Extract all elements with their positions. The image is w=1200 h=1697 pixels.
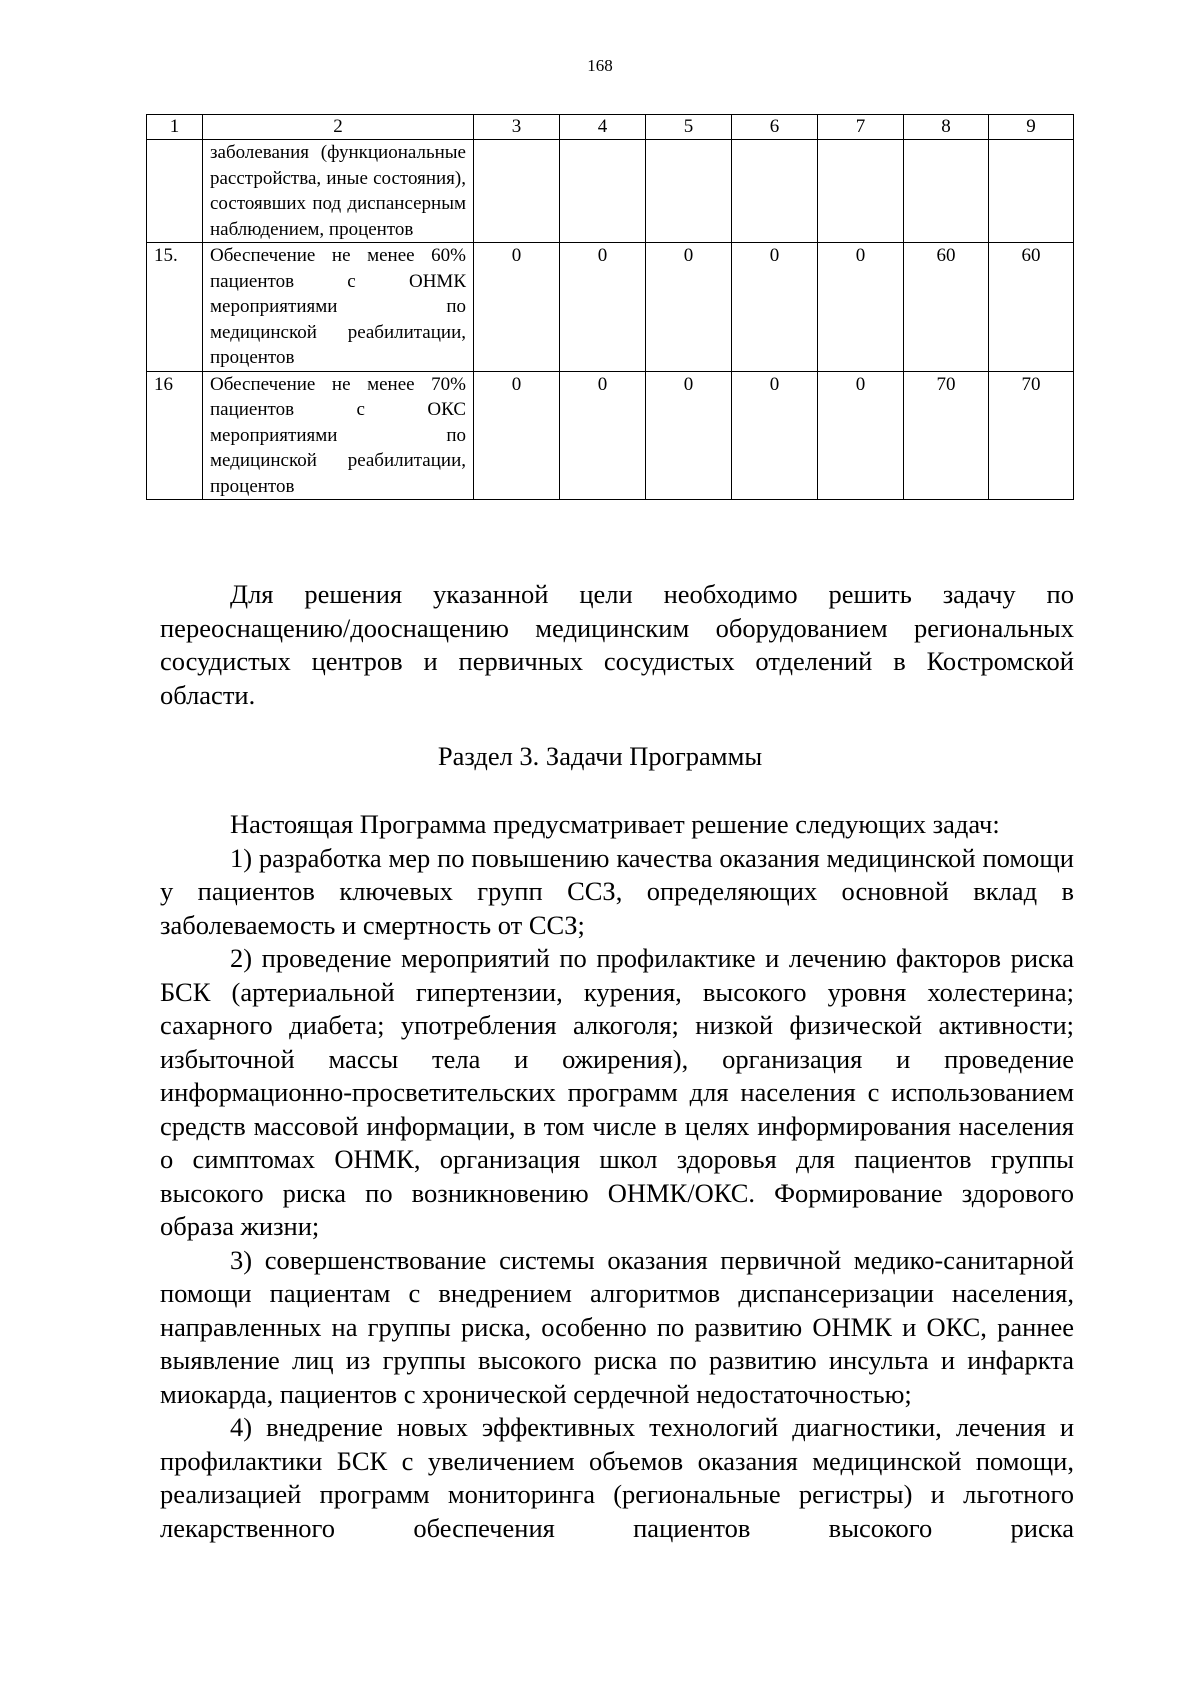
column-header: 3: [474, 115, 560, 140]
row-value: 0: [474, 243, 560, 372]
row-value: [560, 140, 646, 243]
column-header: 7: [818, 115, 904, 140]
row-value: 0: [560, 243, 646, 372]
row-value: 0: [818, 243, 904, 372]
task-item: 2) проведение мероприятий по профилактике и лечению факторов риска БСК (артериальной гипертензии, курения, высокого уровня холестерина; сахарного диабета; употребления алкоголя; низкой физической активности; избыточной массы тела и ожирения), организация и проведение информационно-просветительских программ для населения с использованием средств массовой информации, в том числе в целях информирования населения о симптомах ОНМК, организация школ здоровья для пациентов группы высокого риска по возникновению ОНМК/ОКС. Формирование здорового образа жизни;: [160, 943, 1074, 1241]
task-item: 4) внедрение новых эффективных технологий диагностики, лечения и профилактики БСК с увеличением объемов оказания медицинской помощи, реализацией программ мониторинга (региональные регистры) и льготного лекарственного обеспечения пациентов высокого риска: [160, 1412, 1074, 1543]
section-title: Раздел 3. Задачи Программы: [437, 741, 763, 771]
column-header: 2: [203, 115, 474, 140]
task-item: 3) совершенствование системы оказания первичной медико-санитарной помощи пациентам с внедрением алгоритмов диспансеризации населения, направленных на группы риска, особенно по развитию ОНМК и ОКС, раннее выявление лиц из группы высокого риска по развитию инсульта и инфаркта миокарда, пациентов с хронической сердечной недостаточностью;: [160, 1244, 1074, 1409]
row-value: 60: [904, 243, 989, 372]
row-number: 15.: [147, 243, 203, 372]
row-value: [989, 140, 1074, 243]
intro-paragraph: Для решения указанной цели необходимо решить задачу по переоснащению/дооснащению медицинским оборудованием региональных сосудистых центров и первичных сосудистых отделений в Костромской области.: [160, 579, 1074, 710]
column-header: 5: [646, 115, 732, 140]
column-header: 6: [732, 115, 818, 140]
column-header: 9: [989, 115, 1074, 140]
indicators-table: [146, 114, 1074, 500]
row-value: 0: [646, 243, 732, 372]
row-description: заболевания (функциональные расстройства, иные состояния), состоявших под диспансерным наблюдением, процентов: [203, 140, 474, 243]
row-description: Обеспечение не менее 70% пациентов с ОКС мероприятиями по медицинской реабилитации, процентов: [203, 371, 474, 500]
row-value: [474, 140, 560, 243]
row-value: [818, 140, 904, 243]
column-header: 4: [560, 115, 646, 140]
row-value: 0: [732, 371, 818, 500]
row-number: [147, 140, 203, 243]
table-row: [147, 243, 1074, 372]
row-value: 0: [646, 371, 732, 500]
row-value: 0: [560, 371, 646, 500]
row-value: 70: [904, 371, 989, 500]
row-value: 70: [989, 371, 1074, 500]
table-header-row: [147, 115, 1074, 140]
column-header: 1: [147, 115, 203, 140]
row-value: [904, 140, 989, 243]
column-header: 8: [904, 115, 989, 140]
row-number: 16: [147, 371, 203, 500]
row-value: 0: [732, 243, 818, 372]
row-value: [646, 140, 732, 243]
table-row: [147, 371, 1074, 500]
task-item: 1) разработка мер по повышению качества оказания медицинской помощи у пациентов ключевых групп ССЗ, определяющих основной вклад в заболеваемость и смертность от ССЗ;: [160, 842, 1074, 940]
row-value: [732, 140, 818, 243]
row-value: 0: [818, 371, 904, 500]
tasks-intro: Настоящая Программа предусматривает решение следующих задач:: [230, 809, 1000, 839]
row-description: Обеспечение не менее 60% пациентов с ОНМК мероприятиями по медицинской реабилитации, процентов: [203, 243, 474, 372]
row-value: 60: [989, 243, 1074, 372]
tasks-block: [160, 808, 1074, 1545]
intro-block: [160, 578, 1074, 712]
row-value: 0: [474, 371, 560, 500]
table-row: [147, 140, 1074, 243]
page-number: 168: [587, 56, 613, 75]
